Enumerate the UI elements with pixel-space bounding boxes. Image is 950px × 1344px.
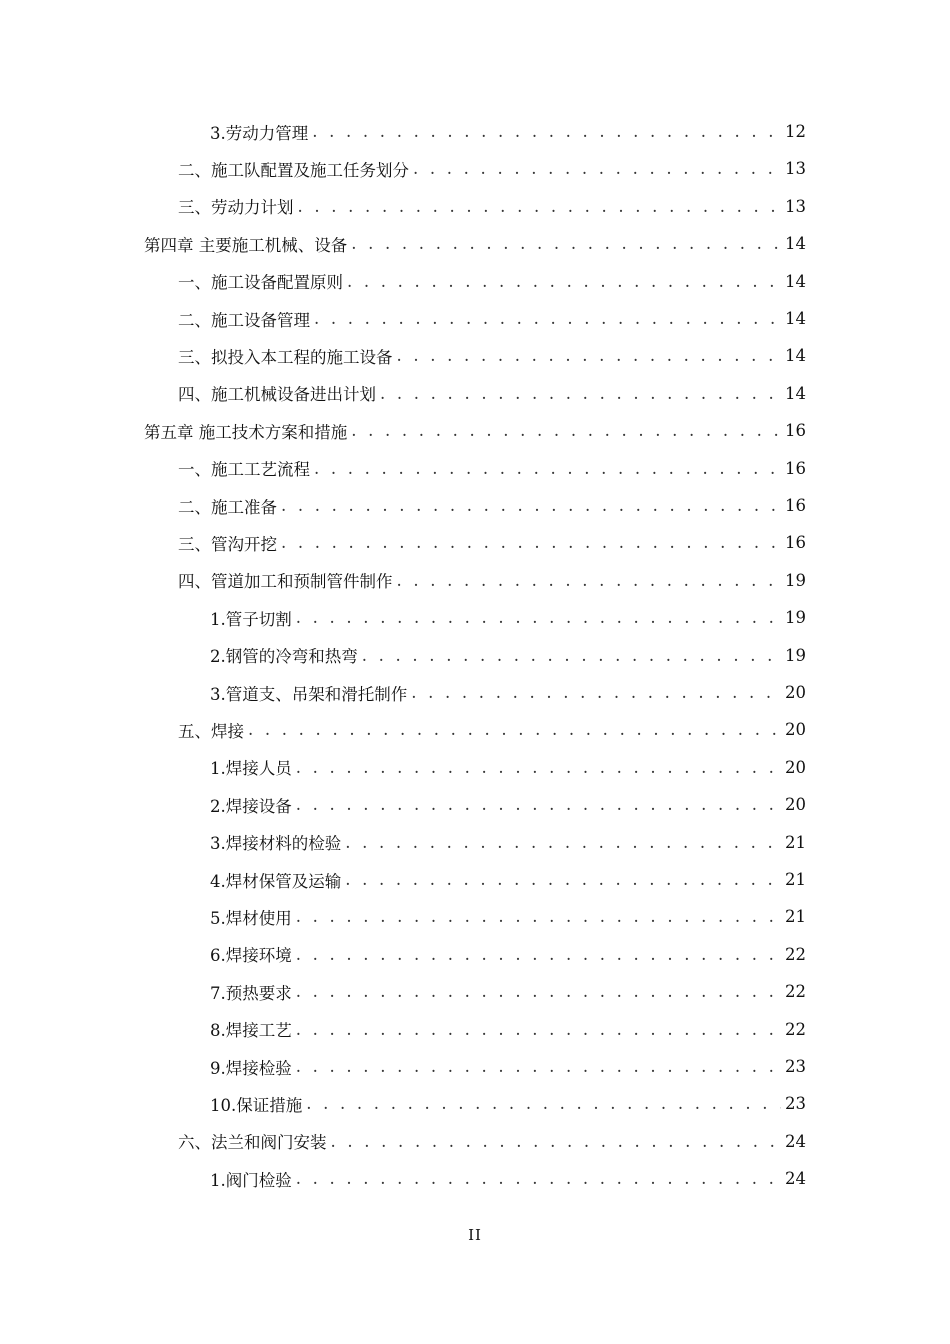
toc-entry-title: 2.钢管的冷弯和热弯 [210, 647, 358, 667]
dot-leader [306, 1094, 781, 1113]
dot-leader [296, 1169, 781, 1188]
toc-entry-title: 三、劳动力计划 [178, 198, 294, 218]
toc-entry-title: 2.焊接设备 [210, 796, 292, 816]
toc-entry-title: 四、施工机械设备进出计划 [178, 385, 376, 405]
toc-entry-page: 19 [785, 570, 806, 590]
dot-leader [345, 870, 781, 889]
toc-entry-page: 22 [785, 1019, 806, 1039]
toc-entry[interactable] [178, 524, 806, 561]
dot-leader [296, 1020, 781, 1039]
dot-leader [345, 833, 781, 852]
toc-entry-title: 一、施工工艺流程 [178, 460, 310, 480]
dot-leader [248, 720, 781, 739]
dot-leader [397, 346, 782, 365]
toc-entry[interactable] [210, 637, 806, 674]
toc-entry-title: 3.管道支、吊架和滑托制作 [210, 684, 408, 704]
toc-entry[interactable] [210, 749, 806, 786]
toc-entry-page: 14 [785, 234, 806, 254]
toc-entry-page: 16 [785, 458, 806, 478]
toc-entry-page: 22 [785, 982, 806, 1002]
toc-entry-page: 21 [785, 870, 806, 889]
page-number-footer: II [468, 1226, 482, 1244]
toc-entry[interactable] [178, 562, 806, 599]
dot-leader [380, 384, 781, 403]
toc-entry[interactable] [144, 412, 806, 449]
dot-leader [296, 608, 781, 627]
dot-leader [298, 197, 782, 216]
toc-entry-page: 14 [785, 383, 806, 403]
toc-entry-page: 23 [785, 1094, 806, 1114]
toc-entry-page: 16 [785, 496, 806, 515]
toc-entry-title: 6.焊接环境 [210, 946, 292, 966]
toc-entry[interactable] [210, 786, 806, 823]
dot-leader [296, 795, 781, 814]
toc-entry-title: 3.劳动力管理 [210, 123, 309, 143]
toc-entry[interactable] [210, 1048, 806, 1085]
toc-entry-page: 21 [785, 907, 806, 927]
toc-entry[interactable] [178, 1123, 806, 1160]
dot-leader [314, 309, 781, 328]
toc-entry[interactable] [178, 375, 806, 412]
dot-leader [411, 683, 781, 702]
toc-entry-page: 16 [785, 421, 806, 441]
toc-entry-page: 14 [785, 346, 806, 366]
toc-entry[interactable] [210, 599, 806, 636]
toc-entry-page: 20 [785, 757, 806, 777]
toc-entry-page: 22 [785, 944, 806, 964]
toc-entry[interactable] [178, 450, 806, 487]
dot-leader [413, 159, 781, 178]
toc-entry-title: 1.焊接人员 [210, 759, 292, 779]
toc-entry-title: 二、施工设备管理 [178, 310, 310, 330]
toc-entry-page: 19 [785, 608, 806, 628]
toc-entry-title: 三、拟投入本工程的施工设备 [178, 347, 393, 367]
dot-leader [397, 571, 782, 590]
toc-entry-title: 4.焊材保管及运输 [210, 871, 342, 891]
toc-entry-title: 1.阀门检验 [210, 1170, 292, 1190]
toc-entry-title: 一、施工设备配置原则 [178, 273, 343, 293]
dot-leader [296, 1057, 781, 1076]
dot-leader [296, 982, 781, 1001]
toc-entry-title: 二、施工准备 [178, 497, 277, 517]
dot-leader [351, 234, 781, 253]
dot-leader [281, 496, 781, 515]
toc-entry-page: 24 [785, 1131, 806, 1151]
toc-entry-page: 16 [785, 533, 806, 553]
toc-entry-title: 五、焊接 [178, 721, 244, 741]
toc-entry-page: 13 [785, 196, 806, 216]
toc-entry-page: 20 [785, 795, 806, 815]
dot-leader [281, 533, 781, 552]
toc-entry-page: 12 [785, 122, 806, 141]
toc-entry[interactable] [210, 861, 806, 898]
toc-entry-title: 二、施工队配置及施工任务划分 [178, 160, 409, 180]
dot-leader [347, 272, 781, 291]
toc-entry-title: 六、法兰和阀门安装 [178, 1133, 327, 1153]
dot-leader [296, 945, 781, 964]
dot-leader [331, 1132, 782, 1151]
toc-entry[interactable] [210, 824, 806, 861]
toc-entry-title: 四、管道加工和预制管件制作 [178, 572, 393, 592]
toc-entry-title: 10.保证措施 [210, 1095, 303, 1115]
toc-entry[interactable] [210, 113, 806, 150]
dot-leader [312, 122, 781, 141]
toc-entry[interactable] [210, 674, 806, 711]
toc-entry-title: 三、管沟开挖 [178, 534, 277, 554]
toc-entry-title: 第五章 施工技术方案和措施 [144, 422, 348, 442]
toc-entry[interactable] [178, 711, 806, 748]
toc-entry[interactable] [178, 188, 806, 225]
toc-entry-title: 1.管子切割 [210, 609, 292, 629]
toc-entry[interactable] [210, 936, 806, 973]
toc-entry-page: 13 [785, 159, 806, 179]
toc-entry[interactable] [178, 263, 806, 300]
toc-entry-page: 20 [785, 683, 806, 702]
toc-entry-page: 19 [785, 645, 806, 665]
toc-entry-title: 9.焊接检验 [210, 1058, 292, 1078]
dot-leader [296, 907, 781, 926]
toc-entry-page: 24 [785, 1169, 806, 1189]
toc-entry[interactable] [210, 898, 806, 935]
toc-entry-page: 21 [785, 832, 806, 852]
toc-entry-title: 第四章 主要施工机械、设备 [144, 235, 348, 255]
toc-entry-page: 20 [785, 720, 806, 740]
toc-entry-title: 5.焊材使用 [210, 908, 292, 928]
toc-entry-page: 14 [785, 271, 806, 291]
toc-entry-title: 8.焊接工艺 [210, 1021, 292, 1041]
toc-entry[interactable] [144, 225, 806, 262]
dot-leader [351, 421, 781, 440]
dot-leader [362, 646, 781, 665]
toc-entry-page: 23 [785, 1057, 806, 1076]
dot-leader [314, 459, 781, 478]
toc-entry[interactable] [210, 1011, 806, 1048]
dot-leader [296, 758, 781, 777]
toc-entry[interactable] [178, 487, 806, 524]
toc-entry[interactable] [178, 337, 806, 374]
toc-entry[interactable] [178, 300, 806, 337]
toc-entry-title: 3.焊接材料的检验 [210, 834, 342, 854]
toc-entry-page: 14 [785, 309, 806, 328]
toc-entry[interactable] [178, 150, 806, 187]
toc-entry[interactable] [210, 973, 806, 1010]
toc-entry[interactable] [210, 1160, 806, 1197]
toc-entry[interactable] [210, 1085, 806, 1122]
toc-entry-title: 7.预热要求 [210, 983, 292, 1003]
